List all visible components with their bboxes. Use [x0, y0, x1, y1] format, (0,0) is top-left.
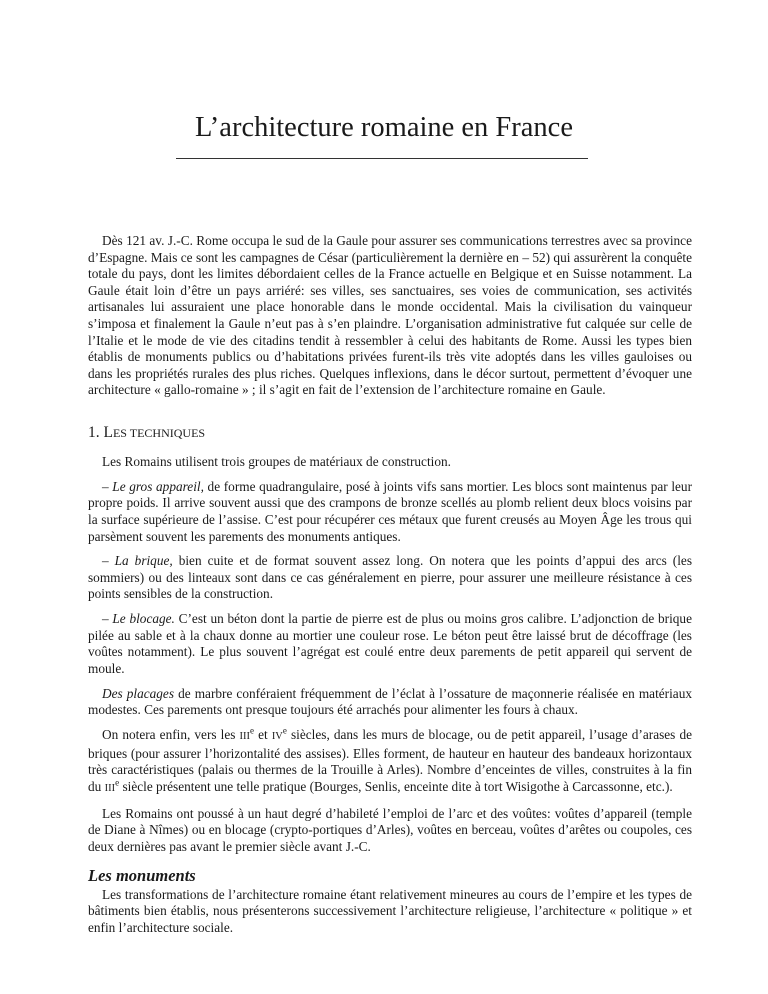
title-rule — [176, 158, 588, 159]
superscript: e — [115, 777, 120, 788]
paragraph-placages — [88, 686, 692, 719]
section-number: 1. — [88, 423, 100, 441]
page-title: L’architecture romaine en France — [195, 112, 573, 143]
term-placages: Des placages — [102, 685, 175, 701]
paragraph-materials: Les Romains utilisent trois groupes de matériaux de construction. — [102, 453, 451, 469]
paragraph-arcs: Les Romains ont poussé à un haut degré d’habileté l’emploi de l’arc et des voûtes: voûtes d’appareil (temple de Diane à Nîmes) ou en blocage (crypto-portiques d’Arles), voûtes en berceau, voûtes d’arêtes ou coupoles, ces deux dernières pas avant le premier siècle avant J.-C. — [88, 805, 692, 854]
term-gros-appareil: Le gros appareil, — [112, 478, 204, 494]
intro-paragraph: Dès 121 av. J.-C. Rome occupa le sud de la Gaule pour assurer ses communications terrestres avec sa province d’Espagne. Mais ce sont les campagnes de César (particulièrement la dernière en – 52) qui assurèrent la conquête totale du pays, dont les limites débordaient celles de la France actuelle en Belgique et en Suisse notamment. La Gaule était loin d’être un pays arriéré: ses villes, ses sanctuaires, ses voies de communication, ses activités artisanales lui assuraient une place honorable dans le monde occidental. Mais la civilisation du vainqueur s’imposa et finalement la Gaule n’eut pas à s’en plaindre. L’organisation administrative fut calquée sur celle de l’Italie et le mode de vie des citadins tendit à ressembler à celui des habitants de Rome. Aussi les types bien établis de monuments publics ou d’habitations privées furent-ils très vite adoptés dans les villes gauloises ou dans les propriétés rurales des plus riches. Quelques inflexions, dans le décor surtout, permettent d’évoquer une architecture « gallo-romaine » ; il s’agit en fait de l’extension de l’architecture romaine en Gaule. — [88, 233, 692, 398]
superscript: e — [250, 725, 255, 736]
text-run: et — [254, 727, 272, 743]
section-heading-techniques — [88, 423, 692, 443]
dash: – — [102, 478, 113, 494]
superscript: e — [282, 725, 287, 736]
dash: – — [102, 611, 113, 627]
paragraph-gros-appareil — [88, 479, 692, 545]
paragraph-text: de marbre conféraient fréquemment de l’éclat à l’ossature de maçonnerie réalisée en matériaux modestes. Ces parements ont presque toujours été arrachés pour alimenter les fours à chaux. — [88, 685, 692, 718]
term-brique: La brique, — [114, 553, 173, 569]
section-heading-monuments: Les monuments — [88, 865, 196, 885]
roman-numeral: IV — [271, 731, 283, 743]
paragraph-text: de forme quadrangulaire, posé à joints vifs sans mortier. Les blocs sont maintenus par leur propre poids. Il arrive souvent aussi que des crampons de bronze scellés au plomb relient deux blocs voisins par la surface supérieure de l’assise. C’est pour récupérer ces métaux que furent creusés au Moyen Âge les trous qui parsèment souvent les parements des monuments antiques. — [88, 478, 692, 544]
paragraph-text: bien cuite et de format souvent assez long. On notera que les points d’appui des arcs (les sommiers) ou des linteaux sont dans ce cas généralement en pierre, pour assurer une meilleure résistance à ces points sensibles de la construction. — [88, 553, 692, 602]
section-title-smallcaps: ES TECHNIQUES — [112, 425, 206, 440]
paragraph-brique — [88, 553, 692, 603]
text-run: siècles, dans les murs de blocage, ou de petit appareil, l’usage d’arases de briques (pour assurer l’horizontalité des assises). Elles forment, de hauteur en hauteur des bandeaux horizontaux très caractéristiques (palais ou thermes de la Trouille à Arles). Nombre d’enceintes de villes, construites à la fin du — [88, 727, 692, 794]
text-run: On notera enfin, vers les — [102, 727, 240, 743]
term-blocage: Le blocage. — [112, 611, 175, 627]
roman-numeral: III — [104, 782, 116, 794]
roman-numeral: III — [239, 731, 251, 743]
paragraph-text: C’est un béton dont la partie de pierre est de plus ou moins gros calibre. L’adjonction de brique pilée au sable et à la chaux donne au mortier une couleur rose. Le béton peut être laissé brut de décoffrage (les voûtes notamment). Le plus souvent l’agrégat est coulé entre deux parements de petit appareil qui servent de moule. — [88, 611, 692, 677]
document-body — [88, 233, 692, 936]
paragraph-blocage — [88, 611, 692, 677]
dash: – — [102, 553, 115, 569]
section-first-letter: L — [103, 423, 113, 441]
paragraph-monuments: Les transformations de l’architecture romaine étant relativement mineures au cours de l’empire et les types de bâtiments bien établis, nous présenterons successivement l’architecture religieuse, l’architecture « politique » et enfin l’architecture sociale. — [88, 886, 692, 935]
text-run: siècle présentent une telle pratique (Bourges, Senlis, enceinte dite à tort Wisigothe à Carcassonne, etc.). — [119, 778, 673, 794]
paragraph-arases — [88, 727, 692, 797]
